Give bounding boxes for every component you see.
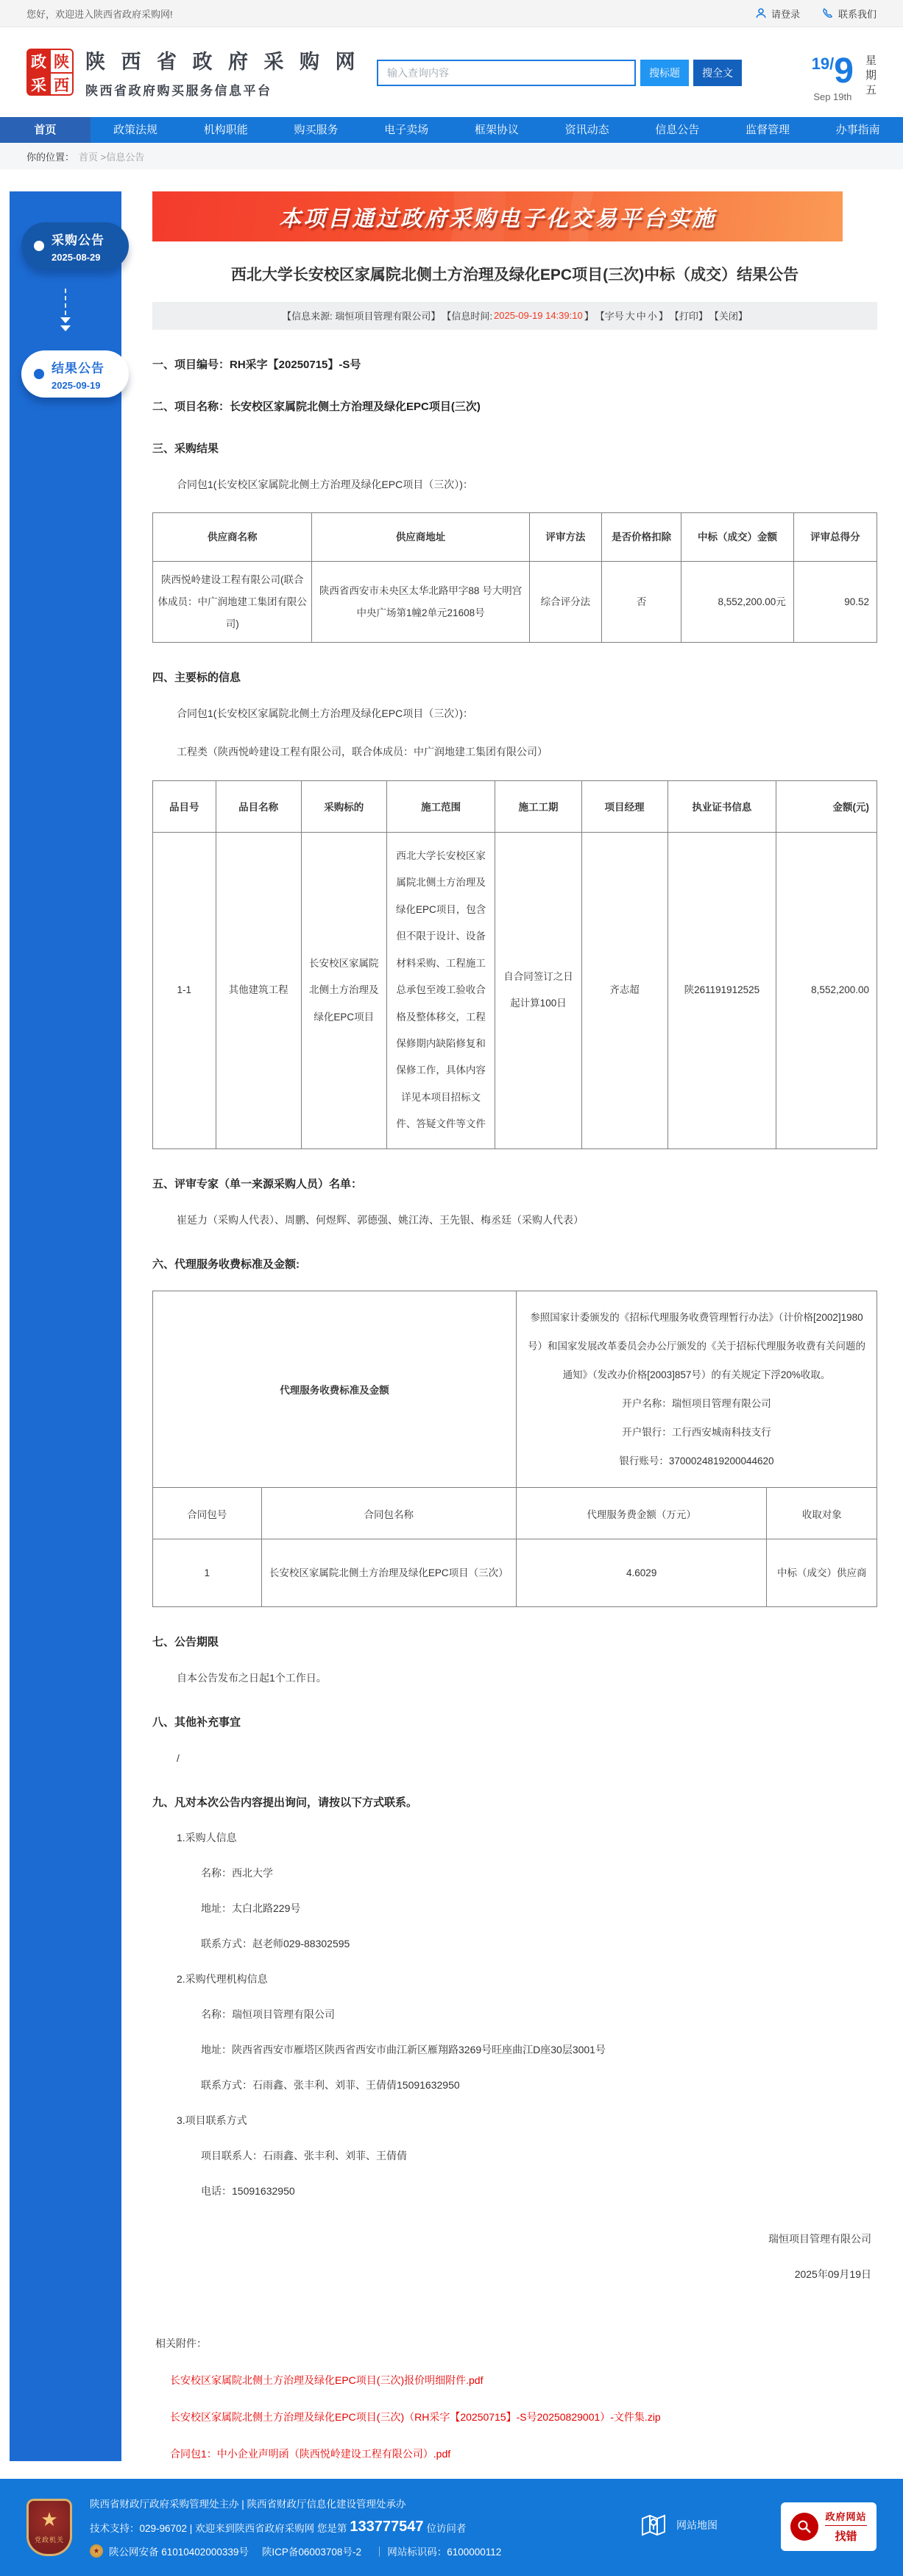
project-manager-cell: 齐志超 <box>581 832 667 1148</box>
section-2-title: 二、项目名称：长安校区家属院北侧土方治理及绿化EPC项目(三次) <box>152 400 481 413</box>
column-header: 中标（成交）金额 <box>681 513 794 562</box>
agency-address: 地址：陕西省西安市雁塔区陕西省西安市曲江新区雁翔路3269号旺座曲江D座30层3001号 <box>201 2044 606 2055</box>
signature-company: 瑞恒项目管理有限公司 <box>768 2233 871 2245</box>
column-header: 收取对象 <box>767 1488 877 1539</box>
footer-support-line <box>90 2519 501 2536</box>
site-subtitle: 陕西省政府购买服务信息平台 <box>85 84 272 98</box>
table-row <box>153 1539 877 1607</box>
table-header-row <box>153 780 877 832</box>
site-names <box>85 46 361 99</box>
fee-note-text: 参照国家计委颁发的《招标代理服务收费管理暂行办法》（计价格[2002]1980号）和国家发展改革委员会办公厅颁发的《关于招标代理服务收费有关问题的通知》（发改办价格[2003]857号）的有关规定下浮20%收取。 <box>527 1311 865 1380</box>
purchaser-info-title: 1.采购人信息 <box>177 1832 237 1843</box>
icp-record[interactable]: 陕ICP备06003708号-2 <box>261 2547 361 2558</box>
search-title-button[interactable]: 搜标题 <box>640 60 689 86</box>
article-meta-bar <box>152 302 877 330</box>
timeline-sidebar <box>10 191 121 2461</box>
nav-item-guide[interactable]: 办事指南 <box>835 124 880 136</box>
nav-item-purchase-service[interactable]: 购买服务 <box>294 124 339 136</box>
section-6-title: 六、代理服务收费标准及金额: <box>152 1257 300 1271</box>
nav-item-framework[interactable]: 框架协议 <box>474 124 519 136</box>
project-contact-phone: 电话：15091632950 <box>201 2185 295 2197</box>
construction-duration-cell: 自合同签订之日起计算100日 <box>495 832 581 1148</box>
gov-site-error-report-widget[interactable] <box>781 2502 877 2551</box>
column-header: 供应商地址 <box>312 513 529 562</box>
nav-item-news[interactable]: 资讯动态 <box>564 124 609 136</box>
search-bar <box>377 60 742 86</box>
site-logo <box>26 49 74 96</box>
attachments-label: 相关附件： <box>155 2337 207 2349</box>
signature-date: 2025年09月19日 <box>794 2268 871 2281</box>
visitor-count: 133777547 <box>350 2519 424 2536</box>
meta-time: 2025-09-19 14:39:10 <box>494 310 583 321</box>
section-4-intro2: 工程类（陕西悦岭建设工程有限公司，联合体成员：中广润地建工集团有限公司） <box>177 746 548 758</box>
fee-amount-cell: 4.6029 <box>516 1539 766 1607</box>
meta-source: 【信息来源: 瑞恒项目管理有限公司】 <box>282 311 441 322</box>
table-row <box>153 562 877 643</box>
emblem-label: 党政机关 <box>34 2536 64 2544</box>
supplier-name-cell: 陕西悦岭建设工程有限公司(联合体成员：中广润地建工集团有限公司) <box>153 562 312 643</box>
fee-standard-label-cell: 代理服务收费标准及金额 <box>153 1291 517 1488</box>
map-icon <box>640 2511 667 2539</box>
signature-block <box>152 2231 877 2283</box>
column-header: 品目号 <box>153 780 216 832</box>
logo-char: 政 <box>28 50 49 72</box>
findbox-line2: 找错 <box>825 2525 866 2544</box>
nav-item-emall[interactable]: 电子卖场 <box>384 124 429 136</box>
support-text: 技术支持：029-96702 | 欢迎来到陕西省政府采购网 您是第 <box>90 2522 347 2534</box>
epc-platform-banner <box>152 191 843 241</box>
user-icon <box>755 7 767 19</box>
project-contact-persons: 项目联系人：石雨鑫、张丰利、刘菲、王倩倩 <box>201 2150 407 2162</box>
agency-name: 名称：瑞恒项目管理有限公司 <box>201 2008 335 2020</box>
contact-label: 联系我们 <box>838 8 877 20</box>
column-header: 金额(元) <box>776 780 877 832</box>
sidebar-step-result-announcement[interactable] <box>21 350 129 398</box>
nav-item-supervision[interactable]: 监督管理 <box>745 124 790 136</box>
table-row <box>153 832 877 1148</box>
footer-text-block <box>90 2496 501 2558</box>
fee-standard-detail-cell <box>516 1291 877 1488</box>
close-button[interactable]: 【关闭】 <box>709 311 748 322</box>
expert-name-list: 崔延力（采购人代表）、周鹏、何煜辉、郭德强、姚江涛、王先银、梅丞廷（采购人代表） <box>177 1213 584 1226</box>
breadcrumb-label: 你的位置： <box>26 151 75 163</box>
item-name-cell: 其他建筑工程 <box>216 832 301 1148</box>
agency-fee-table <box>152 1291 877 1608</box>
subject-info-table <box>152 780 877 1149</box>
certificate-cell: 陕261191912525 <box>667 832 776 1148</box>
weekday-label <box>865 54 877 98</box>
sidebar-step-procurement-announcement[interactable] <box>21 222 129 269</box>
column-header: 项目经理 <box>581 780 667 832</box>
sitemap-link[interactable] <box>640 2511 718 2539</box>
section-4-intro1: 合同包1(长安校区家属院北侧土方治理及绿化EPC项目（三次）)： <box>177 707 473 720</box>
weekday-char: 期 <box>865 69 877 82</box>
column-header: 评审方法 <box>529 513 601 562</box>
greeting-text: 您好，欢迎进入陕西省政府采购网! <box>26 8 173 20</box>
section-5-title: 五、评审专家（单一来源采购人员）名单： <box>152 1177 363 1190</box>
purchaser-name: 名称：西北大学 <box>201 1867 273 1879</box>
agency-contact: 联系方式：石雨鑫、张丰利、刘菲、王倩倩15091632950 <box>201 2079 460 2091</box>
column-header: 代理服务费金额（万元） <box>516 1488 766 1539</box>
date-numbers <box>812 51 854 102</box>
logo-char: 陕 <box>51 50 72 72</box>
column-header: 供应商名称 <box>153 513 312 562</box>
section-9-title: 九、凡对本次公告内容提出询问，请按以下方式联系。 <box>152 1796 418 1809</box>
print-button[interactable]: 【打印】 <box>669 311 708 322</box>
search-input[interactable] <box>377 60 636 86</box>
fee-account-name: 开户名称：瑞恒项目管理有限公司 <box>622 1397 771 1409</box>
attachments-section <box>152 2336 877 2461</box>
meta-time-prefix: 【信息时间: <box>442 311 492 322</box>
section-7-body: 自本公告发布之日起1个工作日。 <box>177 1672 327 1684</box>
item-no-cell: 1-1 <box>153 832 216 1148</box>
construction-scope-cell: 西北大学长安校区家属院北侧土方治理及绿化EPC项目，包含但不限于设计、设备材料采购、工程施工总承包至竣工验收合格及整体移交，工程保修期内缺陷修复和保修工作，具体内容详见本项目招标文件、答疑文件等文件 <box>386 832 495 1148</box>
date-english: Sep 19th <box>813 91 852 102</box>
main-area <box>0 169 903 2479</box>
review-method-cell: 综合评分法 <box>529 562 601 643</box>
page-title: 西北大学长安校区家属院北侧土方治理及绿化EPC项目(三次)中标（成交）结果公告 <box>230 267 799 283</box>
procurement-target-cell: 长安校区家属院北侧土方治理及绿化EPC项目 <box>301 832 386 1148</box>
nav-item-policy[interactable]: 政策法规 <box>113 124 158 136</box>
nav-item-home[interactable]: 首页 <box>0 117 91 143</box>
step-date: 2025-09-19 <box>52 379 101 391</box>
star-icon: ★ <box>40 2508 58 2531</box>
column-header: 合同包号 <box>153 1488 262 1539</box>
logo-char: 采 <box>28 74 49 96</box>
site-title: 陕 西 省 政 府 采 购 网 <box>85 51 361 73</box>
meta-font-suffix: 】 <box>658 311 668 322</box>
supplier-result-table <box>152 512 877 643</box>
column-header: 施工范围 <box>386 780 495 832</box>
section-3-intro: 合同包1(长安校区家属院北侧土方治理及绿化EPC项目（三次）)： <box>177 478 473 490</box>
meta-time-suffix: 】 <box>584 311 594 322</box>
column-header: 施工工期 <box>495 780 581 832</box>
font-size-small-button[interactable]: 小 <box>647 311 657 322</box>
footer-organizer-line: 陕西省财政厅政府采购管理处主办 | 陕西省财政厅信息化建设管理处承办 <box>90 2499 406 2510</box>
date-month: 9 <box>834 52 854 91</box>
font-size-medium-button[interactable]: 中 <box>636 311 646 322</box>
table-header-row <box>153 1488 877 1539</box>
topbar-actions <box>755 7 877 21</box>
attachment-link-sme-declaration-pdf[interactable]: 合同包1：中小企业声明函（陕西悦岭建设工程有限公司）.pdf <box>170 2447 451 2460</box>
fee-bank: 开户银行：工行西安城南科技支行 <box>622 1427 771 1439</box>
step-title: 采购公告 <box>52 233 105 247</box>
section-4-title: 四、主要标的信息 <box>152 671 241 685</box>
package-name-cell: 长安校区家属院北侧土方治理及绿化EPC项目（三次） <box>261 1539 516 1607</box>
column-header: 品目名称 <box>216 780 301 832</box>
nav-item-announcements[interactable]: 信息公告 <box>655 124 700 136</box>
fee-target-cell: 中标（成交）供应商 <box>767 1539 877 1607</box>
table-row <box>153 1291 877 1488</box>
main-nav <box>0 117 903 143</box>
font-size-large-button[interactable]: 大 <box>625 311 635 322</box>
weekday-char: 五 <box>865 84 877 96</box>
step-date: 2025-08-29 <box>52 251 101 263</box>
sitemap-label: 网站地图 <box>676 2519 718 2531</box>
timeline-arrow-icon <box>10 289 121 331</box>
step-dot <box>34 369 44 379</box>
column-header: 采购标的 <box>301 780 386 832</box>
section-7-title: 七、公告期限 <box>152 1636 219 1649</box>
nav-item-functions[interactable]: 机构职能 <box>203 124 248 136</box>
announcement-content <box>152 191 877 2461</box>
purchaser-address: 地址：太白北路229号 <box>201 1902 301 1914</box>
amount-cell: 8,552,200.00 <box>776 832 877 1148</box>
visitor-suffix: 位访问者 <box>426 2522 467 2534</box>
purchaser-contact: 联系方式：赵老师029-88302595 <box>201 1938 350 1949</box>
magnifier-icon <box>790 2513 818 2541</box>
date-day: 19/ <box>811 54 835 73</box>
column-header: 是否价格扣除 <box>602 513 681 562</box>
party-government-emblem <box>26 2499 72 2556</box>
column-header: 评审总得分 <box>793 513 877 562</box>
price-deduction-cell: 否 <box>602 562 681 643</box>
login-label: 请登录 <box>771 8 800 20</box>
site-identification-code: ｜ 网站标识码：6100000112 <box>374 2547 502 2558</box>
breadcrumb-path[interactable]: 首页 >信息公告 <box>79 151 145 163</box>
supplier-address-cell: 陕西省西安市未央区太华北路甲字88 号大明宫中央广场第1幢2单元21608号 <box>312 562 529 643</box>
search-fulltext-button[interactable]: 搜全文 <box>693 60 742 86</box>
site-header <box>0 27 903 117</box>
findbox-text <box>825 2509 866 2544</box>
national-emblem-icon: ★ <box>90 2544 103 2558</box>
public-security-record[interactable]: 陕公网安备 61010402000339号 <box>109 2547 249 2558</box>
findbox-line1: 政府网站 <box>825 2511 867 2523</box>
package-no-cell: 1 <box>153 1539 262 1607</box>
site-footer <box>0 2479 903 2576</box>
table-header-row <box>153 513 877 562</box>
agency-info-title: 2.采购代理机构信息 <box>177 1973 268 1985</box>
section-8-body: / <box>177 1752 180 1765</box>
section-8-title: 八、其他补充事宜 <box>152 1716 241 1729</box>
project-contact-title: 3.项目联系方式 <box>177 2114 247 2126</box>
attachment-link-quotation-pdf[interactable]: 长安校区家属院北侧土方治理及绿化EPC项目(三次)报价明细附件.pdf <box>170 2374 484 2386</box>
top-utility-bar <box>0 0 903 27</box>
footer-beian-line <box>90 2544 501 2558</box>
fee-account-number: 银行账号：3700024819200044620 <box>619 1455 774 1467</box>
attachment-link-fileset-zip[interactable]: 长安校区家属院北侧土方治理及绿化EPC项目(三次)（RH采字【20250715】-S号20250829001）-文件集.zip <box>170 2410 661 2423</box>
meta-font-prefix: 【字号 <box>595 311 624 322</box>
review-score-cell: 90.52 <box>793 562 877 643</box>
banner-text: 本项目通过政府采购电子化交易平台实施 <box>279 207 716 231</box>
step-dot <box>34 241 44 251</box>
column-header: 执业证书信息 <box>667 780 776 832</box>
step-title: 结果公告 <box>52 361 105 375</box>
logo-char: 西 <box>51 74 72 96</box>
section-3-title: 三、采购结果 <box>152 442 219 455</box>
phone-icon <box>822 7 834 19</box>
award-amount-cell: 8,552,200.00元 <box>681 562 794 643</box>
weekday-char: 星 <box>865 54 877 67</box>
date-widget <box>812 51 877 102</box>
contact-link[interactable] <box>822 7 877 21</box>
column-header: 合同包名称 <box>261 1488 516 1539</box>
breadcrumb <box>0 143 903 169</box>
section-1-title: 一、项目编号：RH采字【20250715】-S号 <box>152 358 361 371</box>
login-link[interactable] <box>755 7 800 21</box>
